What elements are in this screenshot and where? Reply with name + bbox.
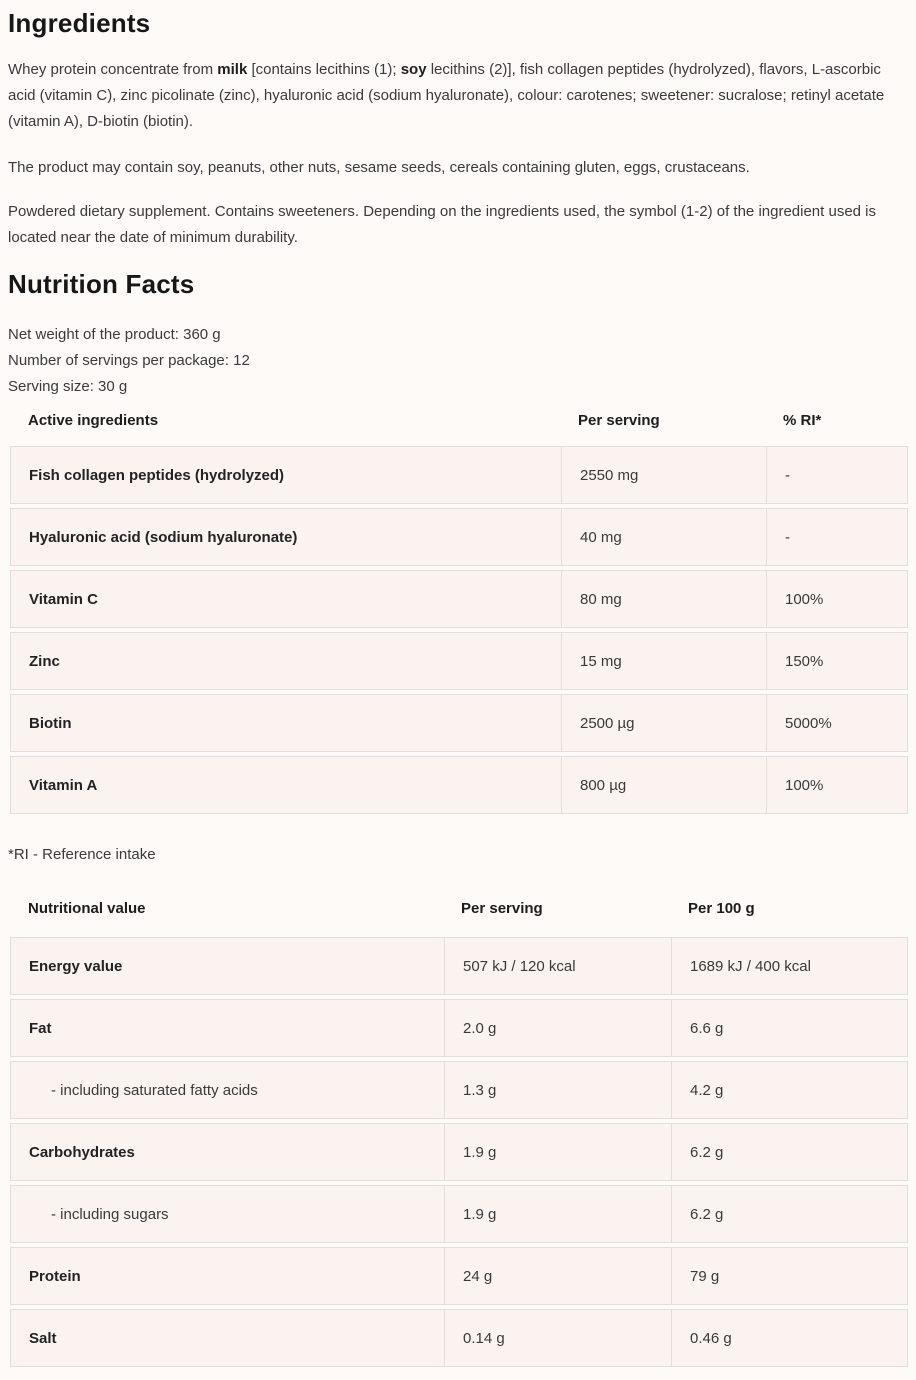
ingredient-row (10, 570, 908, 628)
ri-value: 100% (766, 571, 907, 627)
allergen-soy-bold: soy (400, 61, 427, 78)
ri-value: - (766, 509, 907, 565)
nutrient-label: - including saturated fatty acids (51, 1081, 258, 1099)
nutritional-value-table-header (10, 900, 908, 917)
ingredient-label: Hyaluronic acid (sodium hyaluronate) (29, 528, 298, 546)
ri-value: 5000% (766, 695, 907, 751)
composition-text: Whey protein concentrate from (8, 61, 218, 78)
per-serving-value: 1.9 g (444, 1186, 671, 1242)
active-ingredients-table-header (10, 412, 908, 429)
nutrition-row (10, 1185, 908, 1243)
nutrition-row (10, 999, 908, 1057)
header-nutritional-value: Nutritional value (28, 900, 146, 917)
servings-per-package-line: Number of servings per package: 12 (8, 352, 250, 369)
per-100g-value: 0.46 g (671, 1310, 907, 1366)
nutrition-row (10, 1061, 908, 1119)
per-serving-value: 507 kJ / 120 kcal (444, 938, 671, 994)
per-serving-value: 80 mg (561, 571, 766, 627)
per-serving-value: 1.3 g (444, 1062, 671, 1118)
per-serving-value: 24 g (444, 1248, 671, 1304)
ri-value: 150% (766, 633, 907, 689)
nutritional-value-table (10, 900, 908, 1367)
per-serving-value: 15 mg (561, 633, 766, 689)
ingredient-row (10, 446, 908, 504)
net-weight-line: Net weight of the product: 360 g (8, 326, 221, 343)
ri-value: 100% (766, 757, 907, 813)
header-per-serving: Per serving (578, 412, 660, 429)
nutrition-facts-title: Nutrition Facts (8, 269, 195, 299)
serving-size-line: Serving size: 30 g (8, 378, 128, 395)
nutrition-row (10, 937, 908, 995)
nutrient-label: Carbohydrates (29, 1143, 135, 1161)
per-100g-value: 6.2 g (671, 1186, 907, 1242)
ri-value: - (766, 447, 907, 503)
nutritional-value-rows (10, 937, 908, 1367)
supplement-note-paragraph: Powdered dietary supplement. Contains sweeteners. Depending on the ingredients used, the symbol (1-2) of the ingredient used is located near the date of minimum durability. (8, 203, 877, 246)
per-serving-value: 2550 mg (561, 447, 766, 503)
ingredient-label: Vitamin A (29, 776, 98, 794)
ingredient-label: Fish collagen peptides (hydrolyzed) (29, 466, 285, 484)
composition-text: [contains lecithins (1); (247, 61, 401, 78)
ingredient-label: Biotin (29, 714, 72, 732)
nutrient-label: Salt (29, 1329, 57, 1347)
allergen-note-paragraph: The product may contain soy, peanuts, other nuts, sesame seeds, cereals containing gluten, eggs, crustaceans. (8, 159, 750, 176)
nutrition-row (10, 1309, 908, 1367)
ingredients-title: Ingredients (8, 8, 151, 38)
per-100g-value: 6.6 g (671, 1000, 907, 1056)
nutrient-label: - including sugars (51, 1205, 169, 1223)
ri-footnote: *RI - Reference intake (8, 846, 156, 863)
per-100g-value: 1689 kJ / 400 kcal (671, 938, 907, 994)
allergen-milk-bold: milk (217, 61, 248, 78)
per-serving-value: 800 µg (561, 757, 766, 813)
nutrient-label: Protein (29, 1267, 81, 1285)
composition-text: lecithins (2)], fish collagen peptides (hydrolyzed), flavors, L-ascorbic acid (vitamin C), zinc picolinate (zinc), hyaluronic acid (sodium hyaluronate), colour: carotenes; sweetener: sucralose; retinyl acetate (vitamin A), D-biotin (biotin). (8, 61, 885, 130)
per-serving-value: 0.14 g (444, 1310, 671, 1366)
nutrient-label: Energy value (29, 957, 123, 975)
composition-paragraph (8, 57, 906, 135)
ingredient-label: Vitamin C (29, 590, 98, 608)
active-ingredients-rows (10, 446, 908, 814)
per-serving-value: 1.9 g (444, 1124, 671, 1180)
nutrient-label: Fat (29, 1019, 52, 1037)
ingredient-row (10, 632, 908, 690)
per-100g-value: 4.2 g (671, 1062, 907, 1118)
per-100g-value: 79 g (671, 1248, 907, 1304)
nutrition-row (10, 1247, 908, 1305)
header-per-serving: Per serving (461, 900, 543, 917)
ingredient-row (10, 694, 908, 752)
per-serving-value: 40 mg (561, 509, 766, 565)
per-serving-value: 2500 µg (561, 695, 766, 751)
header-ri-percent: % RI* (783, 412, 822, 429)
nutrition-row (10, 1123, 908, 1181)
header-active-ingredients: Active ingredients (28, 412, 159, 429)
active-ingredients-table (10, 412, 908, 814)
ingredient-row (10, 756, 908, 814)
ingredient-label: Zinc (29, 652, 60, 670)
product-meta (8, 322, 908, 400)
per-100g-value: 6.2 g (671, 1124, 907, 1180)
per-serving-value: 2.0 g (444, 1000, 671, 1056)
ingredient-row (10, 508, 908, 566)
header-per-100g: Per 100 g (688, 900, 755, 917)
